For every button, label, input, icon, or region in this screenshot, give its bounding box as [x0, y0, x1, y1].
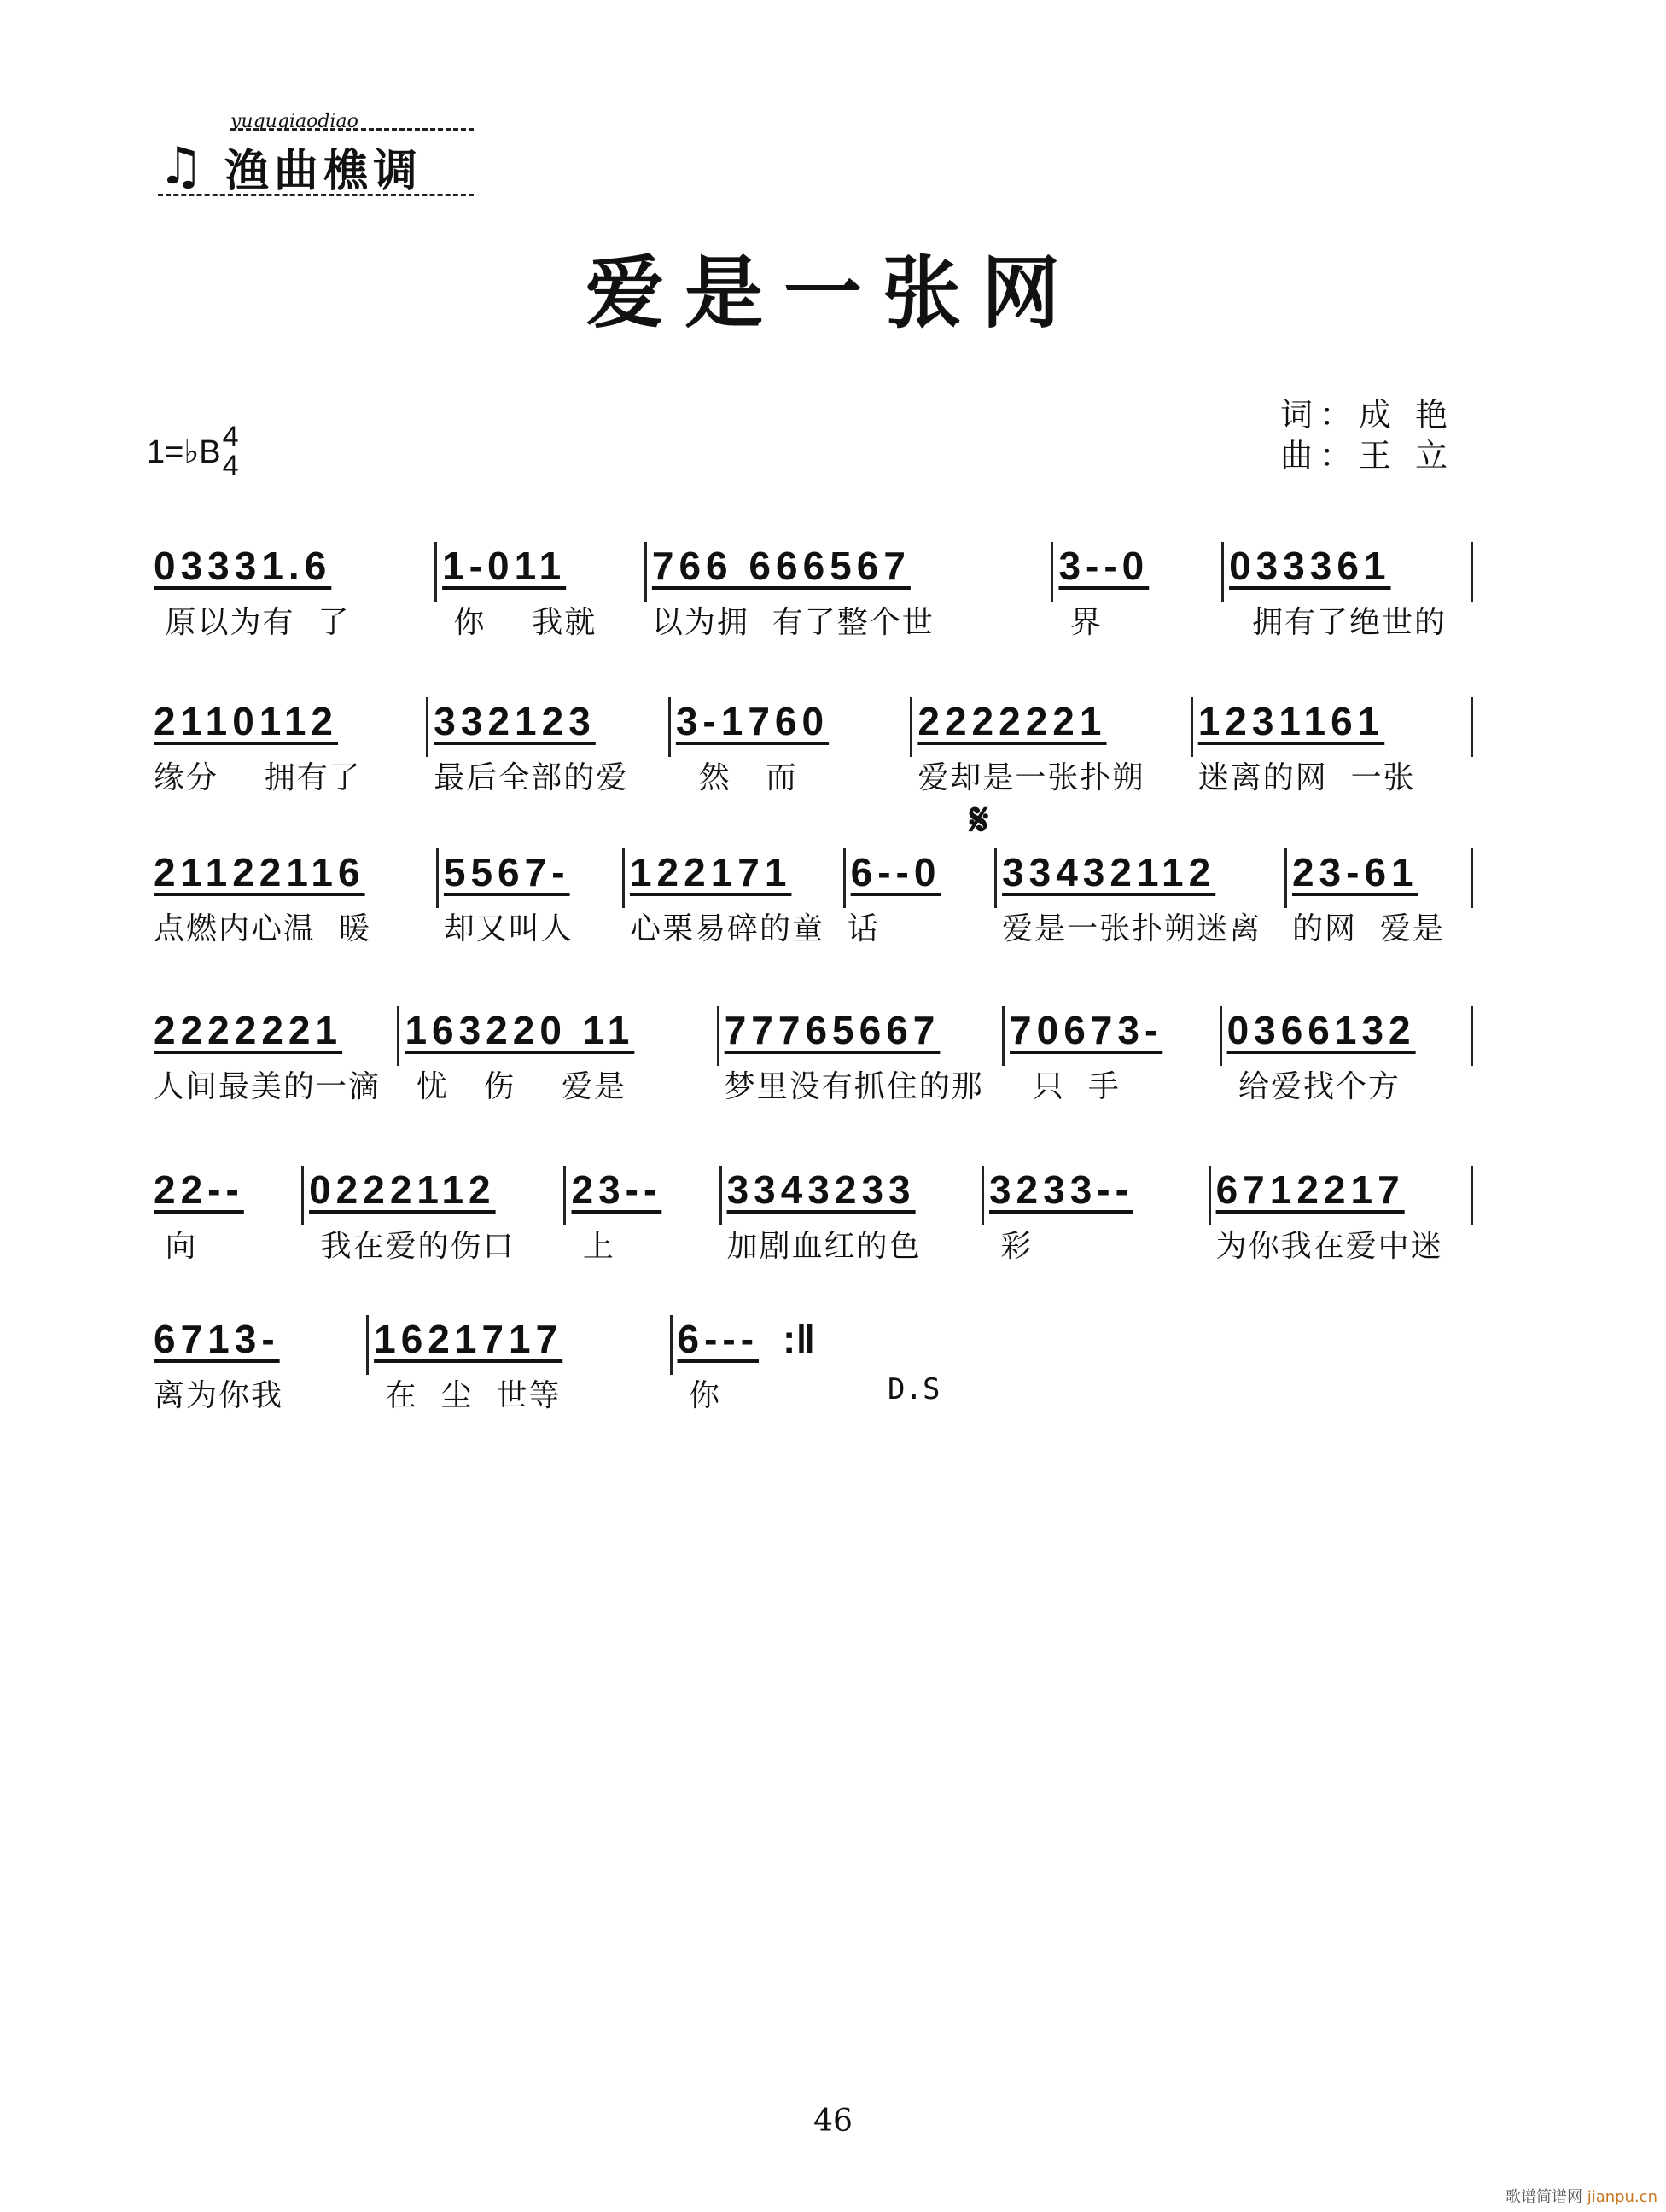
measure-notes: 2110112	[154, 699, 339, 743]
measure-notes: 1621717	[374, 1317, 563, 1361]
measure-notes: 3-1760	[675, 699, 830, 743]
song-title: 爱是一张网	[585, 247, 1081, 339]
lyricist: 词：成 艳	[1280, 396, 1455, 434]
measure	[1053, 542, 1224, 640]
measure	[369, 1315, 672, 1413]
time-bottom: 4	[222, 450, 239, 482]
score-row	[149, 1166, 1473, 1277]
measure-notes: 2222221	[917, 699, 1107, 743]
measure	[149, 697, 428, 795]
measure-notes: 21122116	[154, 850, 365, 894]
logo-latin: yuquqiaodiao	[230, 111, 358, 132]
measure-lyrics: 爱是一张扑朔迷离	[1002, 911, 1262, 946]
measure-notes: 23--	[571, 1167, 662, 1212]
measure-notes: 033361	[1229, 544, 1391, 588]
page-number: 46	[813, 2104, 853, 2139]
score-row	[149, 1006, 1473, 1117]
watermark	[1506, 2185, 1657, 2207]
measure-notes: 77765667	[724, 1008, 941, 1052]
time-signature	[223, 422, 239, 480]
segno-icon: 𝄋	[970, 795, 989, 846]
time-top: 4	[222, 421, 239, 453]
measure	[439, 848, 625, 946]
divider	[158, 194, 474, 196]
key-label: 1=♭B	[147, 434, 221, 470]
measure-notes: 0222112	[309, 1167, 496, 1212]
measure-lyrics: 迷离的网 一张	[1197, 760, 1416, 795]
measure-lyrics: 你 我就	[442, 605, 597, 640]
measure-notes: 3--0	[1058, 544, 1150, 588]
measure-notes: 122171	[629, 850, 792, 894]
measure	[1211, 1166, 1473, 1264]
watermark-url: jianpu.cn	[1587, 2188, 1657, 2206]
composer: 曲：王 立	[1280, 437, 1455, 474]
logo	[158, 111, 474, 196]
measure-notes: 6---	[677, 1317, 760, 1361]
measure-lyrics: 拥有了绝世的	[1229, 605, 1447, 640]
measure-lyrics: 只 手	[1010, 1069, 1121, 1104]
measure-lyrics: 的网 爱是	[1291, 911, 1445, 946]
measure-notes: 03331.6	[154, 544, 332, 588]
measure-notes: 23-61	[1291, 850, 1418, 894]
measure-notes: 766 666567	[651, 544, 911, 588]
measure	[1193, 697, 1473, 795]
measure	[428, 697, 671, 795]
measure-lyrics: 给爱找个方	[1226, 1069, 1401, 1104]
music-note-icon: ♫	[158, 137, 204, 196]
measure-lyrics: 离为你我	[154, 1378, 284, 1413]
measure	[149, 542, 437, 640]
measure-lyrics: 最后全部的爱	[434, 760, 629, 795]
measure-lyrics: 以为拥 有了整个世	[651, 605, 935, 640]
measure	[149, 1006, 399, 1104]
measure-lyrics: 彩	[988, 1229, 1034, 1264]
measure-notes: 6--0	[850, 850, 941, 894]
measure-lyrics: 却又叫人	[443, 911, 574, 946]
measure	[1224, 542, 1473, 640]
measure-lyrics: 你	[677, 1378, 721, 1413]
measure-lyrics: 向	[154, 1229, 198, 1264]
measure	[1222, 1006, 1473, 1104]
repeat-end-sign: :‖	[783, 1317, 816, 1361]
measure	[149, 1315, 369, 1413]
measure-notes: 332123	[434, 699, 596, 743]
measure-lyrics: 加剧血红的色	[726, 1229, 922, 1264]
measure	[846, 848, 997, 908]
measure-notes: 22--	[154, 1167, 244, 1212]
measure-lyrics: 我在爱的伤口	[309, 1229, 516, 1264]
score-row	[149, 1315, 848, 1426]
measure-lyrics: 上	[571, 1229, 615, 1264]
measure-notes: 1-011	[442, 544, 567, 588]
measure	[399, 1006, 719, 1104]
measure-notes: 1231161	[1197, 699, 1385, 743]
measure-notes: 6713-	[154, 1317, 280, 1361]
score-row	[149, 697, 1473, 808]
measure-notes: 3343233	[726, 1167, 916, 1212]
measure-lyrics: 界	[1058, 605, 1103, 640]
measure-lyrics: 爱却是一张扑朔	[917, 760, 1145, 795]
measure	[149, 848, 439, 946]
score-row	[149, 848, 1473, 959]
measure	[647, 542, 1054, 640]
measure	[719, 1006, 1005, 1104]
measure	[1005, 1006, 1222, 1104]
measure-notes: 33432112	[1002, 850, 1216, 894]
measure-lyrics: 人间最美的一滴	[154, 1069, 382, 1104]
measure	[671, 697, 913, 795]
dal-segno-mark: D.S	[888, 1372, 941, 1406]
measure-notes: 163220 11	[405, 1008, 635, 1052]
measure-lyrics: 然 而	[675, 760, 799, 795]
logo-chinese: 渔曲樵调	[224, 145, 423, 197]
measure-lyrics: 点燃内心温 暖	[154, 911, 371, 946]
measure-lyrics: 原以为有 了	[154, 605, 351, 640]
score-row	[149, 542, 1473, 653]
measure	[625, 848, 880, 946]
measure-lyrics: 忧 伤 爱是	[405, 1069, 626, 1104]
measure	[566, 1166, 721, 1264]
measure	[673, 1315, 849, 1413]
measure	[912, 697, 1192, 795]
credits	[1280, 394, 1454, 476]
watermark-cn: 歌谱简谱网	[1505, 2188, 1582, 2206]
measure	[997, 848, 1287, 946]
measure-lyrics: 心栗易碎的童 话	[629, 911, 880, 946]
measure-lyrics: 为你我在爱中迷	[1215, 1229, 1443, 1264]
measure-notes: 70673-	[1010, 1008, 1163, 1052]
measure-notes: 2222221	[154, 1008, 343, 1052]
measure-notes: 3233--	[988, 1167, 1133, 1212]
measure	[149, 1166, 304, 1264]
divider	[230, 128, 474, 131]
measure	[722, 1166, 984, 1264]
key-signature	[147, 422, 239, 480]
measure-lyrics: 梦里没有抓住的那	[724, 1069, 984, 1104]
measure	[304, 1166, 566, 1264]
measure-notes: 0366132	[1226, 1008, 1416, 1052]
measure-notes: 6712217	[1215, 1167, 1405, 1212]
measure	[1287, 848, 1473, 946]
measure-notes: 5567-	[443, 850, 570, 894]
measure-lyrics: 在 尘 世等	[374, 1378, 562, 1413]
measure-lyrics: 缘分 拥有了	[154, 760, 362, 795]
measure	[437, 542, 647, 640]
measure	[984, 1166, 1211, 1264]
